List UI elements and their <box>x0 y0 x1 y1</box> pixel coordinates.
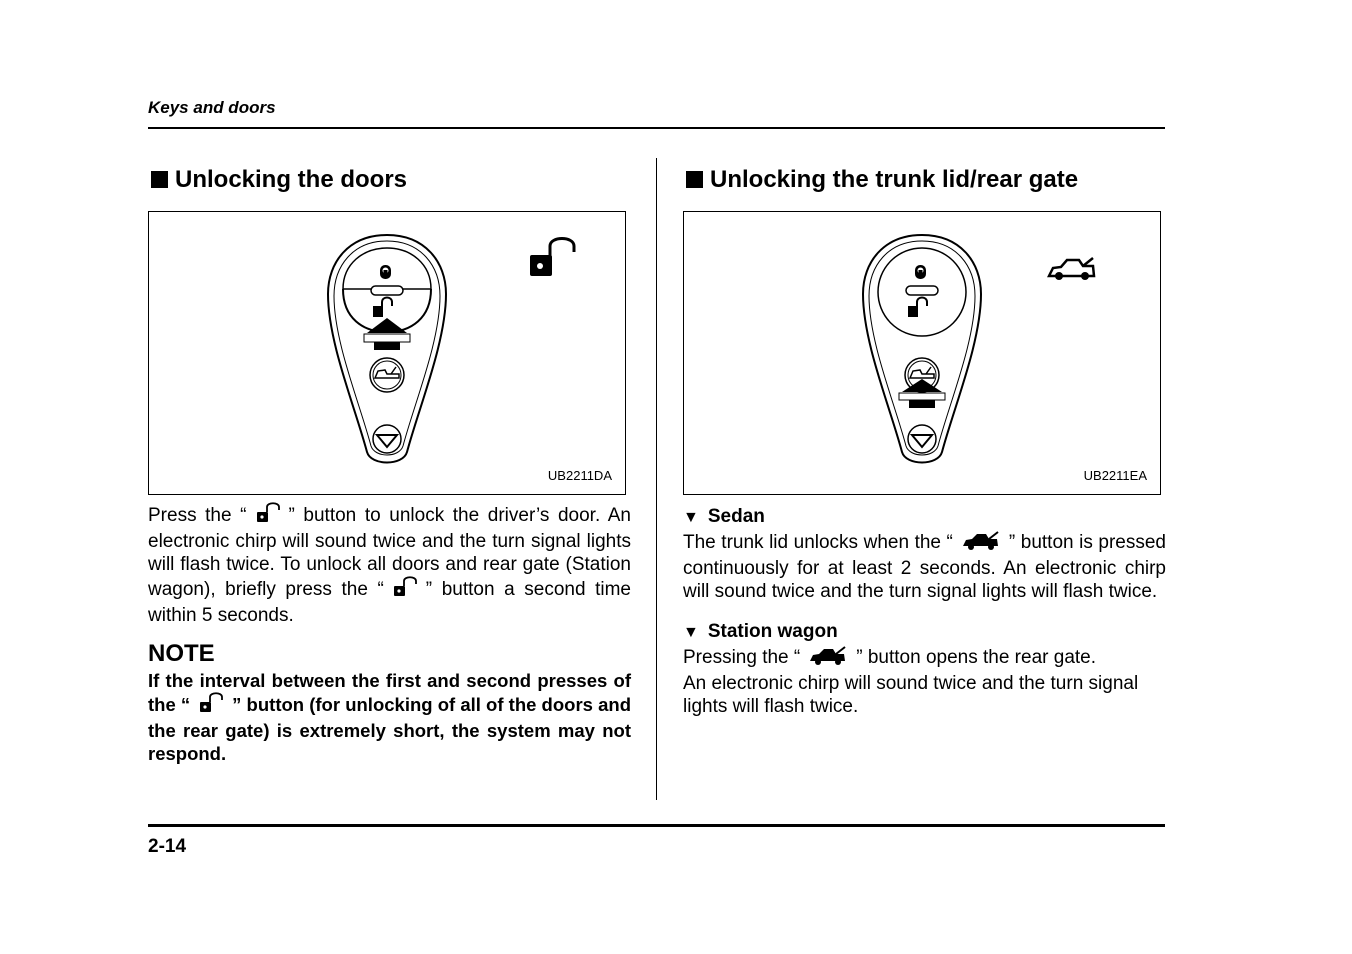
trunk-icon <box>961 531 1001 557</box>
sub-heading-sedan: ▼ Sedan <box>683 506 765 527</box>
sub-heading-station-wagon: ▼ Station wagon <box>683 621 838 642</box>
figure-unlock-trunk <box>683 211 1161 495</box>
figure-code: UB2211DA <box>547 468 612 483</box>
unlock-icon <box>198 692 224 719</box>
triangle-bullet-icon: ▼ <box>683 509 699 526</box>
page-number: 2-14 <box>148 836 187 857</box>
right-column <box>683 164 1166 718</box>
trunk-icon <box>1047 256 1097 282</box>
square-bullet-icon <box>686 171 703 188</box>
note-title: NOTE <box>148 640 215 667</box>
unlock-icon <box>255 502 281 530</box>
running-header: Keys and doors <box>148 98 276 117</box>
square-bullet-icon <box>151 171 168 188</box>
section-heading-unlock-trunk: Unlocking the trunk lid/rear gate <box>683 164 1166 196</box>
figure-unlock-doors <box>148 211 626 495</box>
unlock-icon <box>392 576 418 604</box>
key-fob-illustration <box>325 232 449 472</box>
figure-code: UB2211EA <box>1083 468 1147 483</box>
triangle-bullet-icon: ▼ <box>683 624 699 641</box>
header-rule <box>148 127 1165 129</box>
trunk-icon <box>808 646 848 672</box>
column-divider <box>656 158 657 800</box>
section-heading-unlock-doors: Unlocking the doors <box>148 164 631 196</box>
unlock-description: Press the “ ” button to unlock the driver’s door. An electronic chirp will sound twice and the turn signal lights will flash twice. To unlock all doors and rear gate (Station wagon), briefly press the “ ” button a second time within 5 seconds. <box>148 502 631 627</box>
key-fob-illustration <box>860 232 984 472</box>
wagon-description: Pressing the “ ” button opens the rear gate. An electronic chirp will sound twice and the turn signal lights will flash twice. <box>683 647 1139 717</box>
footer-rule <box>148 824 1165 827</box>
note-text: If the interval between the first and second presses of the “ ” button (for unlocking of all of the doors and the rear gate) is extremely short, the system may not respond. <box>148 670 631 764</box>
sedan-description: The trunk lid unlocks when the “ ” button is pressed continuously for at least 2 seconds. An electronic chirp will sound twice and the turn signal lights will flash twice. <box>683 532 1166 602</box>
left-column <box>148 164 631 765</box>
unlock-icon <box>528 236 580 280</box>
